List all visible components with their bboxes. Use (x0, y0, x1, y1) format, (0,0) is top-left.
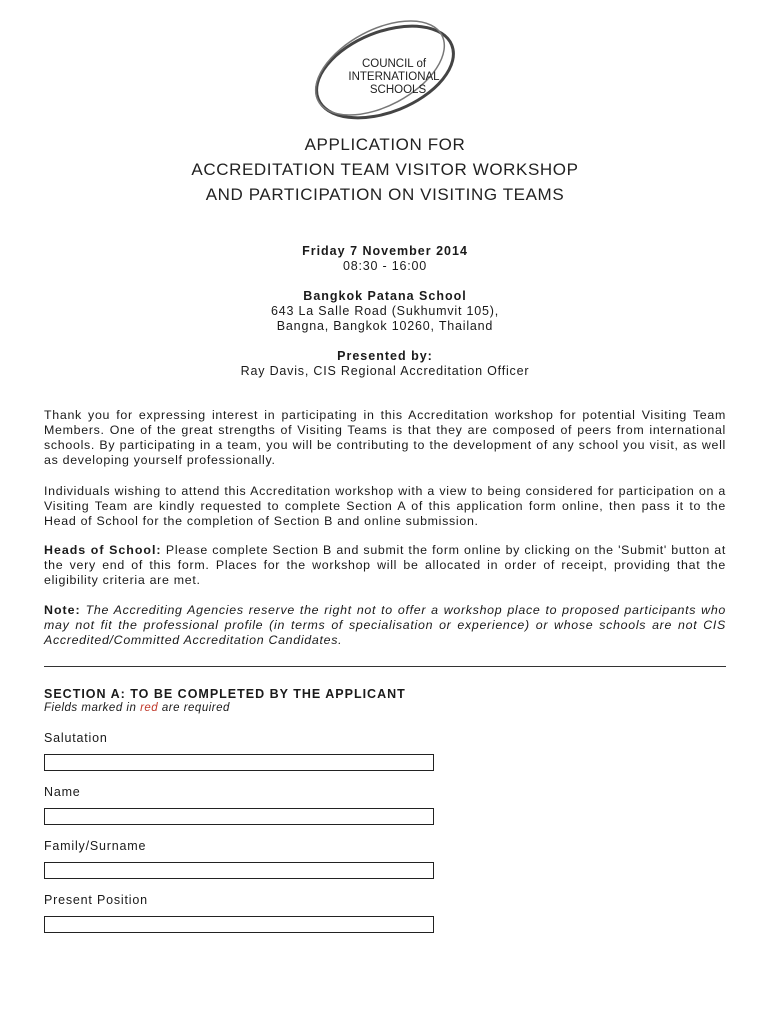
title-line-3: AND PARTICIPATION ON VISITING TEAMS (205, 185, 565, 204)
presenter: Ray Davis, CIS Regional Accreditation Officer (240, 364, 530, 378)
event-venue: Bangkok Patana School (303, 289, 467, 303)
title-line-2: ACCREDITATION TEAM VISITOR WORKSHOP (191, 160, 579, 179)
logo-line-1: COUNCIL of (361, 58, 427, 70)
required-note-red: red (140, 702, 159, 714)
surname-input[interactable] (44, 862, 434, 879)
cis-logo (300, 10, 470, 130)
required-note-after: are required (158, 702, 230, 714)
presented-by-label: Presented by: (337, 349, 433, 363)
heads-text: Please complete Section B and submit the form online by clicking on the 'Submit' button at the very end of this form. Places for the workshop will be allocated in order of receipt, providing that the eligibility criteria are met. (44, 543, 726, 587)
note-paragraph (44, 603, 726, 648)
note-label: Note: (44, 603, 81, 617)
logo-line-2: INTERNATIONAL (348, 71, 440, 83)
salutation-label: Salutation (44, 731, 108, 745)
section-divider (44, 666, 726, 667)
cis-logo-graphic (300, 10, 470, 130)
event-address-1: 643 La Salle Road (Sukhumvit 105), (270, 304, 499, 318)
required-fields-note (44, 702, 230, 714)
name-label: Name (44, 785, 81, 799)
event-date: Friday 7 November 2014 (302, 244, 468, 258)
event-time: 08:30 - 16:00 (342, 259, 428, 273)
page-title (0, 132, 770, 207)
logo-line-3: SCHOOLS (369, 84, 427, 96)
intro-paragraph: Thank you for expressing interest in participating in this Accreditation workshop for potential Visiting Team Members. One of the great strengths of Visiting Teams is that they are composed of peers from international schools. By participating in a team, you will be contributing to the development of any school you visit, as well as developing yourself professionally. (44, 408, 726, 467)
heads-paragraph (44, 543, 726, 588)
present-position-input[interactable] (44, 916, 434, 933)
present-position-label: Present Position (44, 893, 148, 907)
surname-label: Family/Surname (44, 839, 147, 853)
individuals-paragraph: Individuals wishing to attend this Accreditation workshop with a view to being considered for participation on a Visiting Team are kindly requested to complete Section A of this application form online, then pass it to the Head of School for the completion of Section B and online submission. (44, 484, 726, 528)
event-details (0, 244, 770, 379)
required-note-before: Fields marked in (44, 702, 141, 714)
name-input[interactable] (44, 808, 434, 825)
note-text: The Accrediting Agencies reserve the right not to offer a workshop place to proposed participants who may not fit the professional profile (in terms of specialisation or experience) or whose schools are not CIS Accredited/Committed Accreditation Candidates. (44, 603, 726, 647)
event-address-2: Bangna, Bangkok 10260, Thailand (276, 319, 494, 333)
title-line-1: APPLICATION FOR (304, 135, 466, 154)
heads-label: Heads of School: (44, 543, 162, 557)
salutation-input[interactable] (44, 754, 434, 771)
section-a-heading: SECTION A: TO BE COMPLETED BY THE APPLICANT (44, 687, 406, 701)
